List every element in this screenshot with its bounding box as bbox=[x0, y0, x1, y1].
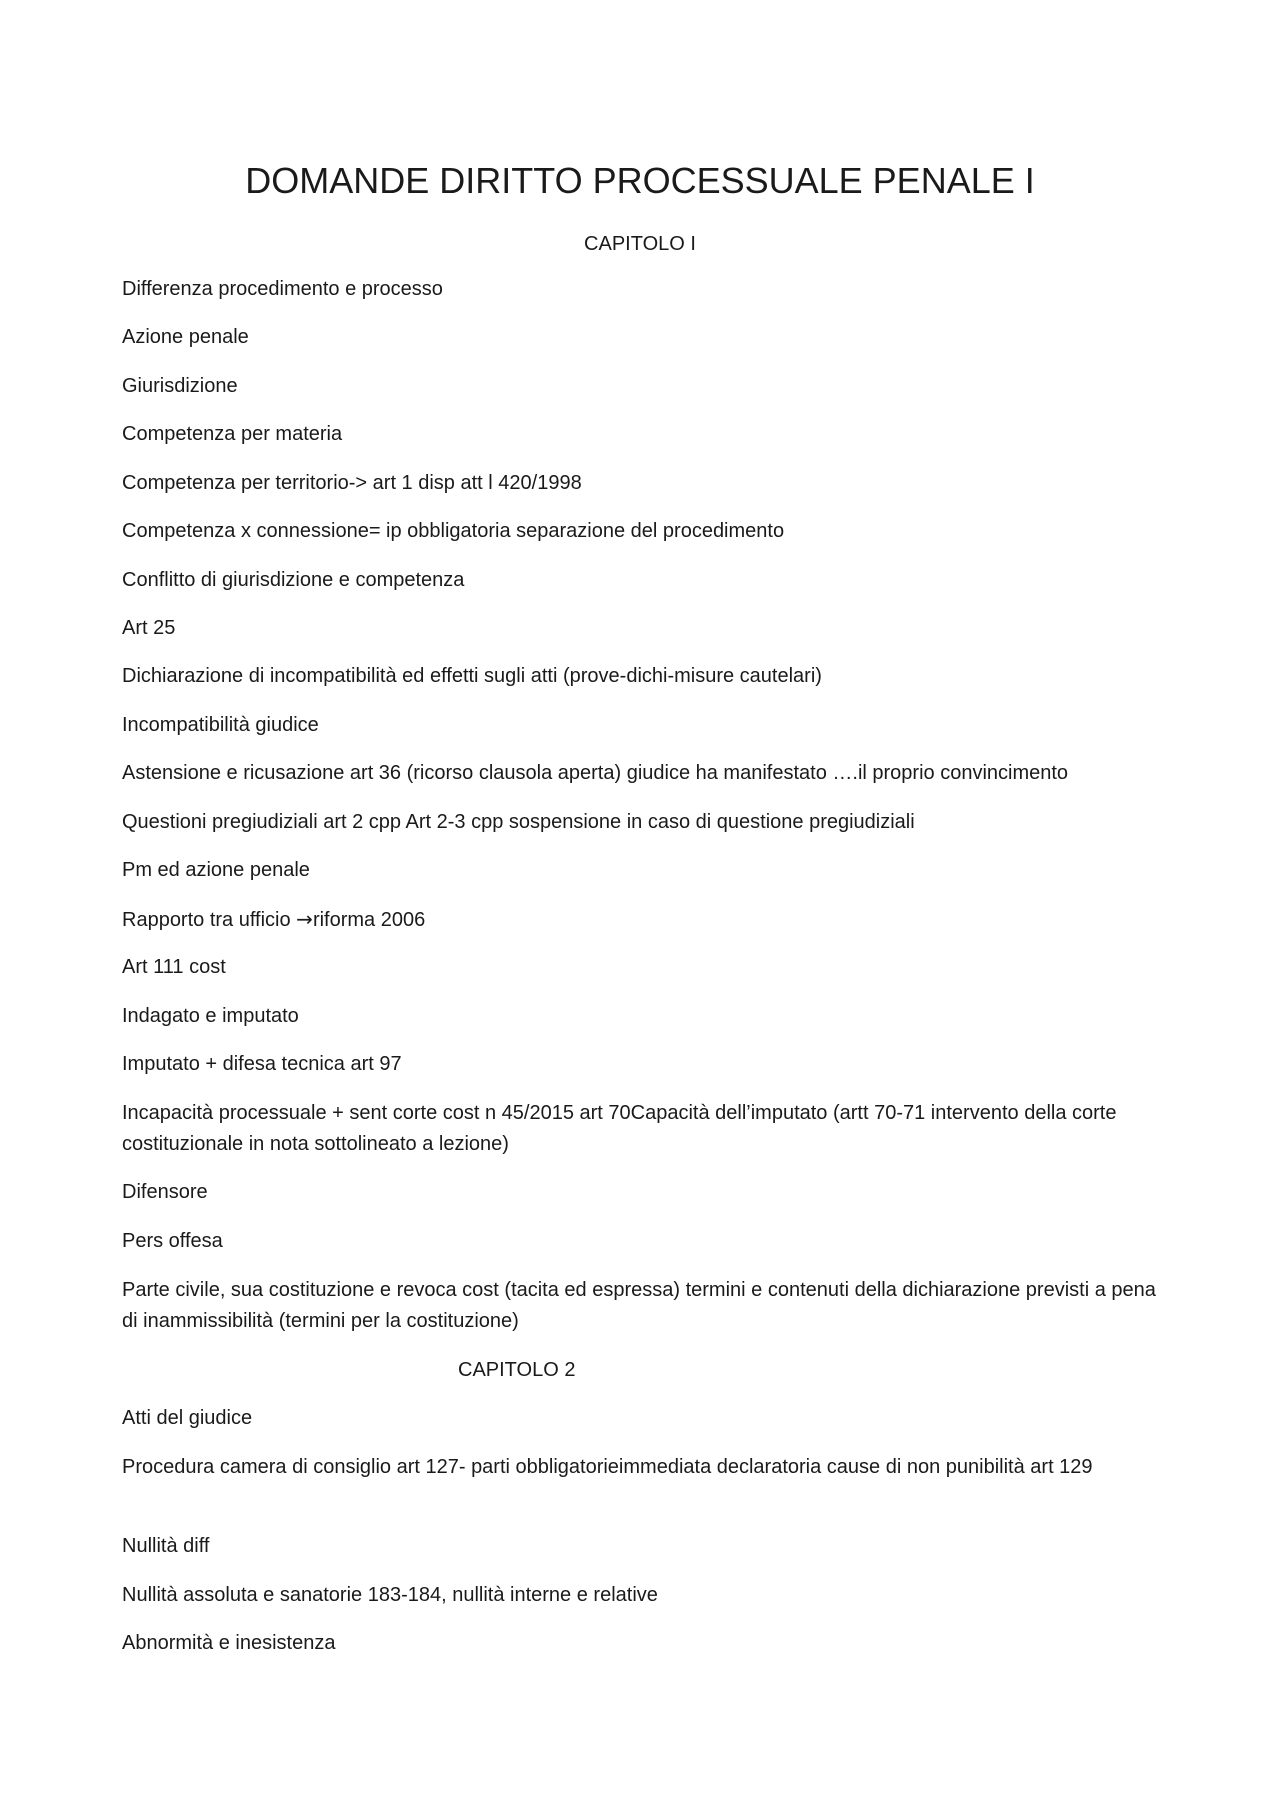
document-title: DOMANDE DIRITTO PROCESSUALE PENALE I bbox=[245, 160, 1035, 201]
question-item: Astensione e ricusazione art 36 (ricorso clausola aperta) giudice ha manifestato ….il proprio convincimento bbox=[122, 762, 1069, 784]
question-item: Competenza per territorio-> art 1 disp att l 420/1998 bbox=[122, 472, 582, 494]
question-item: Giurisdizione bbox=[122, 375, 238, 397]
question-item: Pers offesa bbox=[122, 1230, 223, 1252]
question-item: Art 111 cost bbox=[122, 956, 226, 978]
question-item: Nullità assoluta e sanatorie 183-184, nullità interne e relative bbox=[122, 1584, 658, 1606]
question-item: Incapacità processuale + sent corte cost n 45/2015 art 70Capacità dell’imputato (artt 70-71 intervento della corte costituzionale in nota sottolineato a lezione) bbox=[122, 1102, 1117, 1155]
question-item: Competenza x connessione= ip obbligatoria separazione del procedimento bbox=[122, 520, 785, 542]
question-item-text: Rapporto tra ufficio bbox=[122, 909, 297, 931]
question-item: Nullità diff bbox=[122, 1535, 210, 1557]
question-item-suffix: riforma 2006 bbox=[312, 909, 426, 931]
question-item: Differenza procedimento e processo bbox=[122, 278, 443, 300]
question-item: Atti del giudice bbox=[122, 1407, 253, 1429]
question-item-rapporto bbox=[122, 904, 1162, 936]
question-item: Pm ed azione penale bbox=[122, 859, 310, 881]
question-item: Difensore bbox=[122, 1181, 208, 1203]
question-item: Parte civile, sua costituzione e revoca cost (tacita ed espressa) termini e contenuti della dichiarazione previsti a pena di inammissibilità (termini per la costituzione) bbox=[122, 1279, 1156, 1332]
question-item: Incompatibilità giudice bbox=[122, 714, 319, 736]
question-item: Conflitto di giurisdizione e competenza bbox=[122, 569, 465, 591]
question-item: Indagato e imputato bbox=[122, 1005, 299, 1027]
question-item: Imputato + difesa tecnica art 97 bbox=[122, 1053, 402, 1075]
question-item: Procedura camera di consiglio art 127- parti obbligatorieimmediata declaratoria cause di non punibilità art 129 bbox=[122, 1456, 1093, 1478]
chapter-2-heading: CAPITOLO 2 bbox=[458, 1359, 576, 1381]
chapter-1-heading: CAPITOLO I bbox=[584, 233, 696, 255]
question-item: Art 25 bbox=[122, 617, 176, 639]
question-item: Questioni pregiudiziali art 2 cpp Art 2-3 cpp sospensione in caso di questione pregiudiziali bbox=[122, 811, 915, 833]
question-item: Azione penale bbox=[122, 326, 249, 348]
question-item: Abnormità e inesistenza bbox=[122, 1632, 336, 1654]
question-item: Competenza per materia bbox=[122, 423, 343, 445]
arrow-right-icon: → bbox=[296, 907, 313, 931]
question-item: Dichiarazione di incompatibilità ed effetti sugli atti (prove-dichi-misure cautelari) bbox=[122, 665, 822, 687]
